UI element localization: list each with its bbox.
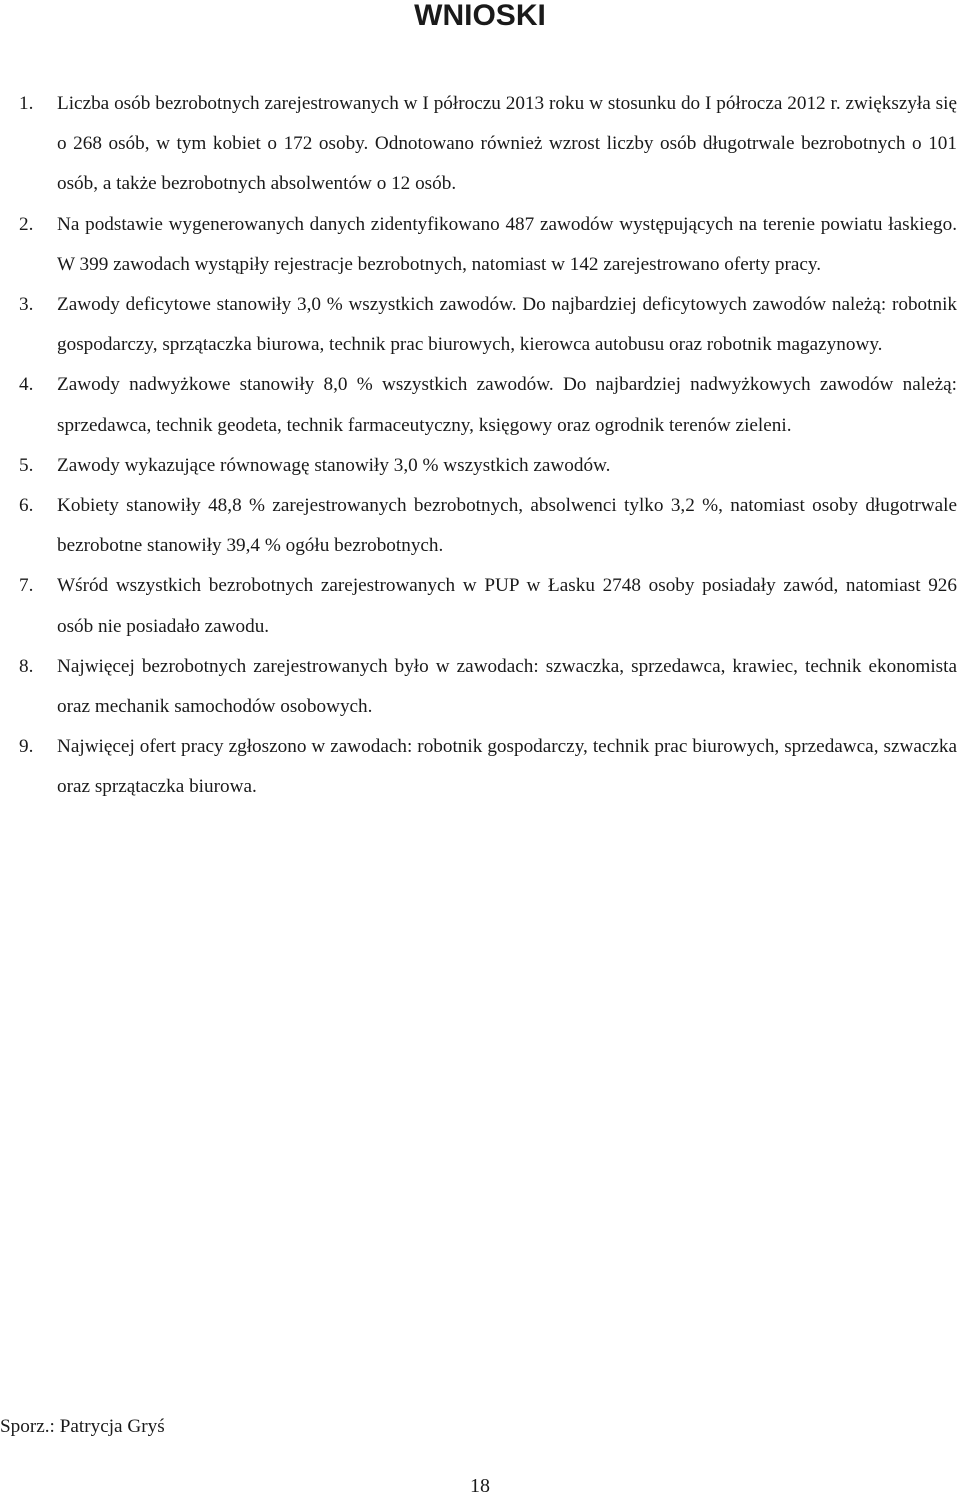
item-number: 7. bbox=[19, 575, 34, 597]
item-number: 4. bbox=[19, 374, 34, 396]
item-number: 3. bbox=[19, 294, 34, 316]
page-title: WNIOSKI bbox=[414, 0, 546, 32]
list-item bbox=[0, 566, 957, 646]
item-text: Zawody deficytowe stanowiły 3,0 % wszystkich zawodów. Do najbardziej deficytowych zawodów należą: robotnik gospodarczy, sprzątaczka biurowa, technik prac biurowych, kierowca autobusu oraz robotnik magazynowy. bbox=[57, 294, 957, 356]
list-item bbox=[0, 285, 957, 365]
item-number: 6. bbox=[19, 495, 34, 517]
item-number: 8. bbox=[19, 655, 34, 677]
list-item bbox=[0, 486, 957, 566]
list-item bbox=[0, 205, 957, 285]
item-number: 9. bbox=[19, 736, 34, 758]
item-text: Najwięcej ofert pracy zgłoszono w zawodach: robotnik gospodarczy, technik prac biurowych, sprzedawca, szwaczka oraz sprzątaczka biurowa. bbox=[57, 736, 957, 798]
item-text: Zawody wykazujące równowagę stanowiły 3,0 % wszystkich zawodów. bbox=[57, 454, 611, 476]
item-number: 5. bbox=[19, 454, 34, 476]
item-number: 1. bbox=[19, 93, 34, 114]
list-item bbox=[0, 727, 957, 807]
conclusions-list bbox=[0, 84, 957, 808]
author-signature: Sporz.: Patrycja Gryś bbox=[0, 1416, 165, 1437]
item-text: Wśród wszystkich bezrobotnych zarejestrowanych w PUP w Łasku 2748 osoby posiadały zawód, natomiast 926 osób nie posiadało zawodu. bbox=[57, 575, 957, 637]
item-number: 2. bbox=[19, 213, 34, 235]
list-item bbox=[0, 365, 957, 445]
item-text: Liczba osób bezrobotnych zarejestrowanych w I półroczu 2013 roku w stosunku do I półrocza 2012 r. zwiększyła się o 268 osób, w tym kobiet o 172 osoby. Odnotowano również wzrost liczby osób długotrwale bezrobotnych o 101 osób, a także bezrobotnych absolwentów o 12 osób. bbox=[57, 93, 957, 195]
list-item bbox=[0, 446, 957, 486]
item-text: Najwięcej bezrobotnych zarejestrowanych było w zawodach: szwaczka, sprzedawca, krawiec, technik ekonomista oraz mechanik samochodów osobowych. bbox=[57, 655, 957, 718]
list-item bbox=[0, 647, 957, 727]
item-text: Na podstawie wygenerowanych danych zidentyfikowano 487 zawodów występujących na terenie powiatu łaskiego. W 399 zawodach wystąpiły rejestracje bezrobotnych, natomiast w 142 zarejestrowano oferty pracy. bbox=[57, 213, 957, 275]
item-text: Kobiety stanowiły 48,8 % zarejestrowanych bezrobotnych, absolwenci tylko 3,2 %, natomiast osoby długotrwale bezrobotne stanowiły 39,4 % ogółu bezrobotnych. bbox=[57, 495, 957, 557]
page-number: 18 bbox=[470, 1475, 490, 1497]
item-text: Zawody nadwyżkowe stanowiły 8,0 % wszystkich zawodów. Do najbardziej nadwyżkowych zawodów należą: sprzedawca, technik geodeta, technik farmaceutyczny, księgowy oraz ogrodnik terenów zieleni. bbox=[57, 374, 957, 436]
list-item bbox=[0, 84, 957, 205]
